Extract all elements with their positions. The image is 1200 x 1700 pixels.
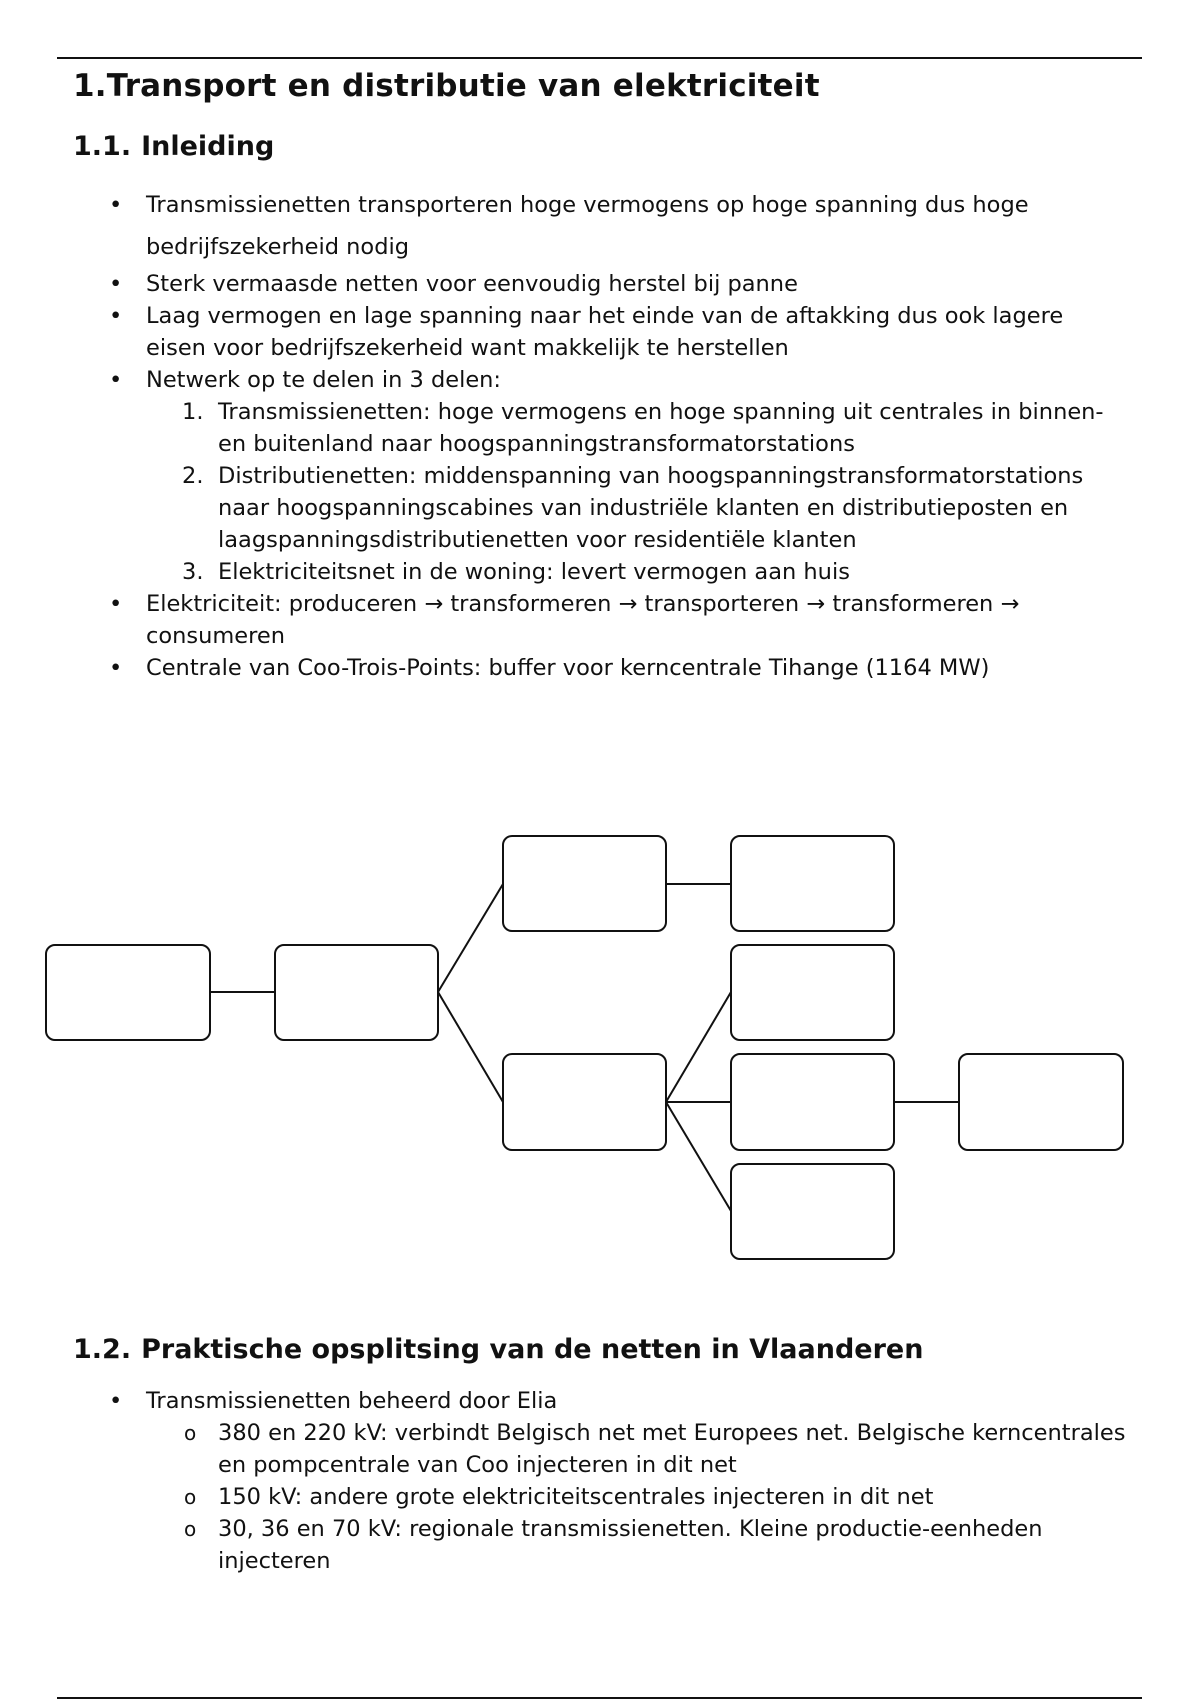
diagram-connector <box>666 992 731 1102</box>
diagram-box <box>46 945 210 1040</box>
sub-bullet-list <box>184 1417 1126 1577</box>
diagram-connector <box>438 884 503 992</box>
diagram-box <box>731 1054 894 1150</box>
diagram-box <box>731 836 894 931</box>
network-diagram <box>0 820 1200 1270</box>
list-item: • Centrale van Coo-Trois-Points: buffer voor kerncentrale Tihange (1164 MW) <box>146 652 1126 684</box>
list-item: • Elektriciteit: produceren → transformeren → transporteren → transformeren → consumeren <box>146 588 1126 652</box>
list-item: • Laag vermogen en lage spanning naar het einde van de aftakking dus ook lagere eisen voor bedrijfszekerheid want makkelijk te herstellen <box>146 300 1126 364</box>
list-item: • Sterk vermaasde netten voor eenvoudig herstel bij panne <box>146 268 1126 300</box>
opsplitsing-list <box>146 1385 1126 1577</box>
bottom-rule <box>57 1697 1142 1699</box>
section-heading-opsplitsing: 1.2. Praktische opsplitsing van de netten in Vlaanderen <box>73 1334 924 1365</box>
section-heading-inleiding: 1.1. Inleiding <box>73 131 275 162</box>
diagram-box <box>731 1164 894 1259</box>
page-title: 1.Transport en distributie van elektriciteit <box>73 68 820 104</box>
diagram-box <box>503 836 666 931</box>
diagram-box <box>731 945 894 1040</box>
list-item: • Transmissienetten transporteren hoge vermogens op hoge spanning dus hoge bedrijfszekerheid nodig <box>146 184 1126 268</box>
sub-list-item: o 150 kV: andere grote elektriciteitscentrales injecteren in dit net <box>184 1484 934 1510</box>
numbered-item: 3. Elektriciteitsnet in de woning: levert vermogen aan huis <box>182 559 850 585</box>
numbered-sublist <box>182 396 1126 588</box>
sub-list-item: o 380 en 220 kV: verbindt Belgisch net met Europees net. Belgische kerncentrales en pompcentrale van Coo injecteren in dit net <box>184 1420 1126 1478</box>
inleiding-list <box>146 184 1126 684</box>
list-item: • Transmissienetten beheerd door Elia o 380 en 220 kV: verbindt Belgisch net met Europees net. Belgische kerncentrales en pompcentrale van Coo injecteren in dit net o 150 kV: andere grote elektriciteitscentrales injecteren in dit net o 30, 36 en 70 kV: regionale transmissienetten. Kleine productie-eenheden injecteren <box>146 1385 1126 1577</box>
top-rule <box>57 57 1142 59</box>
diagram-box <box>959 1054 1123 1150</box>
list-item: • Netwerk op te delen in 3 delen: 1. Transmissienetten: hoge vermogens en hoge spanning uit centrales in binnen- en buitenland naar hoogspanningstransformatorstations 2. Distributienetten: middenspanning van hoogspanningstransformatorstations naar hoogspanningscabines van industriële klanten en distributieposten en laagspanningsdistributienetten voor residentiële klanten 3. Elektriciteitsnet in de woning: levert vermogen aan huis <box>146 364 1126 588</box>
sub-list-item: o 30, 36 en 70 kV: regionale transmissienetten. Kleine productie-eenheden injecteren <box>184 1516 1043 1574</box>
numbered-item: 2. Distributienetten: middenspanning van hoogspanningstransformatorstations naar hoogspanningscabines van industriële klanten en distributieposten en laagspanningsdistributienetten voor residentiële klanten <box>182 463 1084 553</box>
diagram-connector <box>666 1102 731 1211</box>
numbered-item: 1. Transmissienetten: hoge vermogens en hoge spanning uit centrales in binnen- en buitenland naar hoogspanningstransformatorstations <box>182 399 1104 457</box>
diagram-connector <box>438 992 503 1102</box>
diagram-box <box>275 945 438 1040</box>
diagram-box <box>503 1054 666 1150</box>
